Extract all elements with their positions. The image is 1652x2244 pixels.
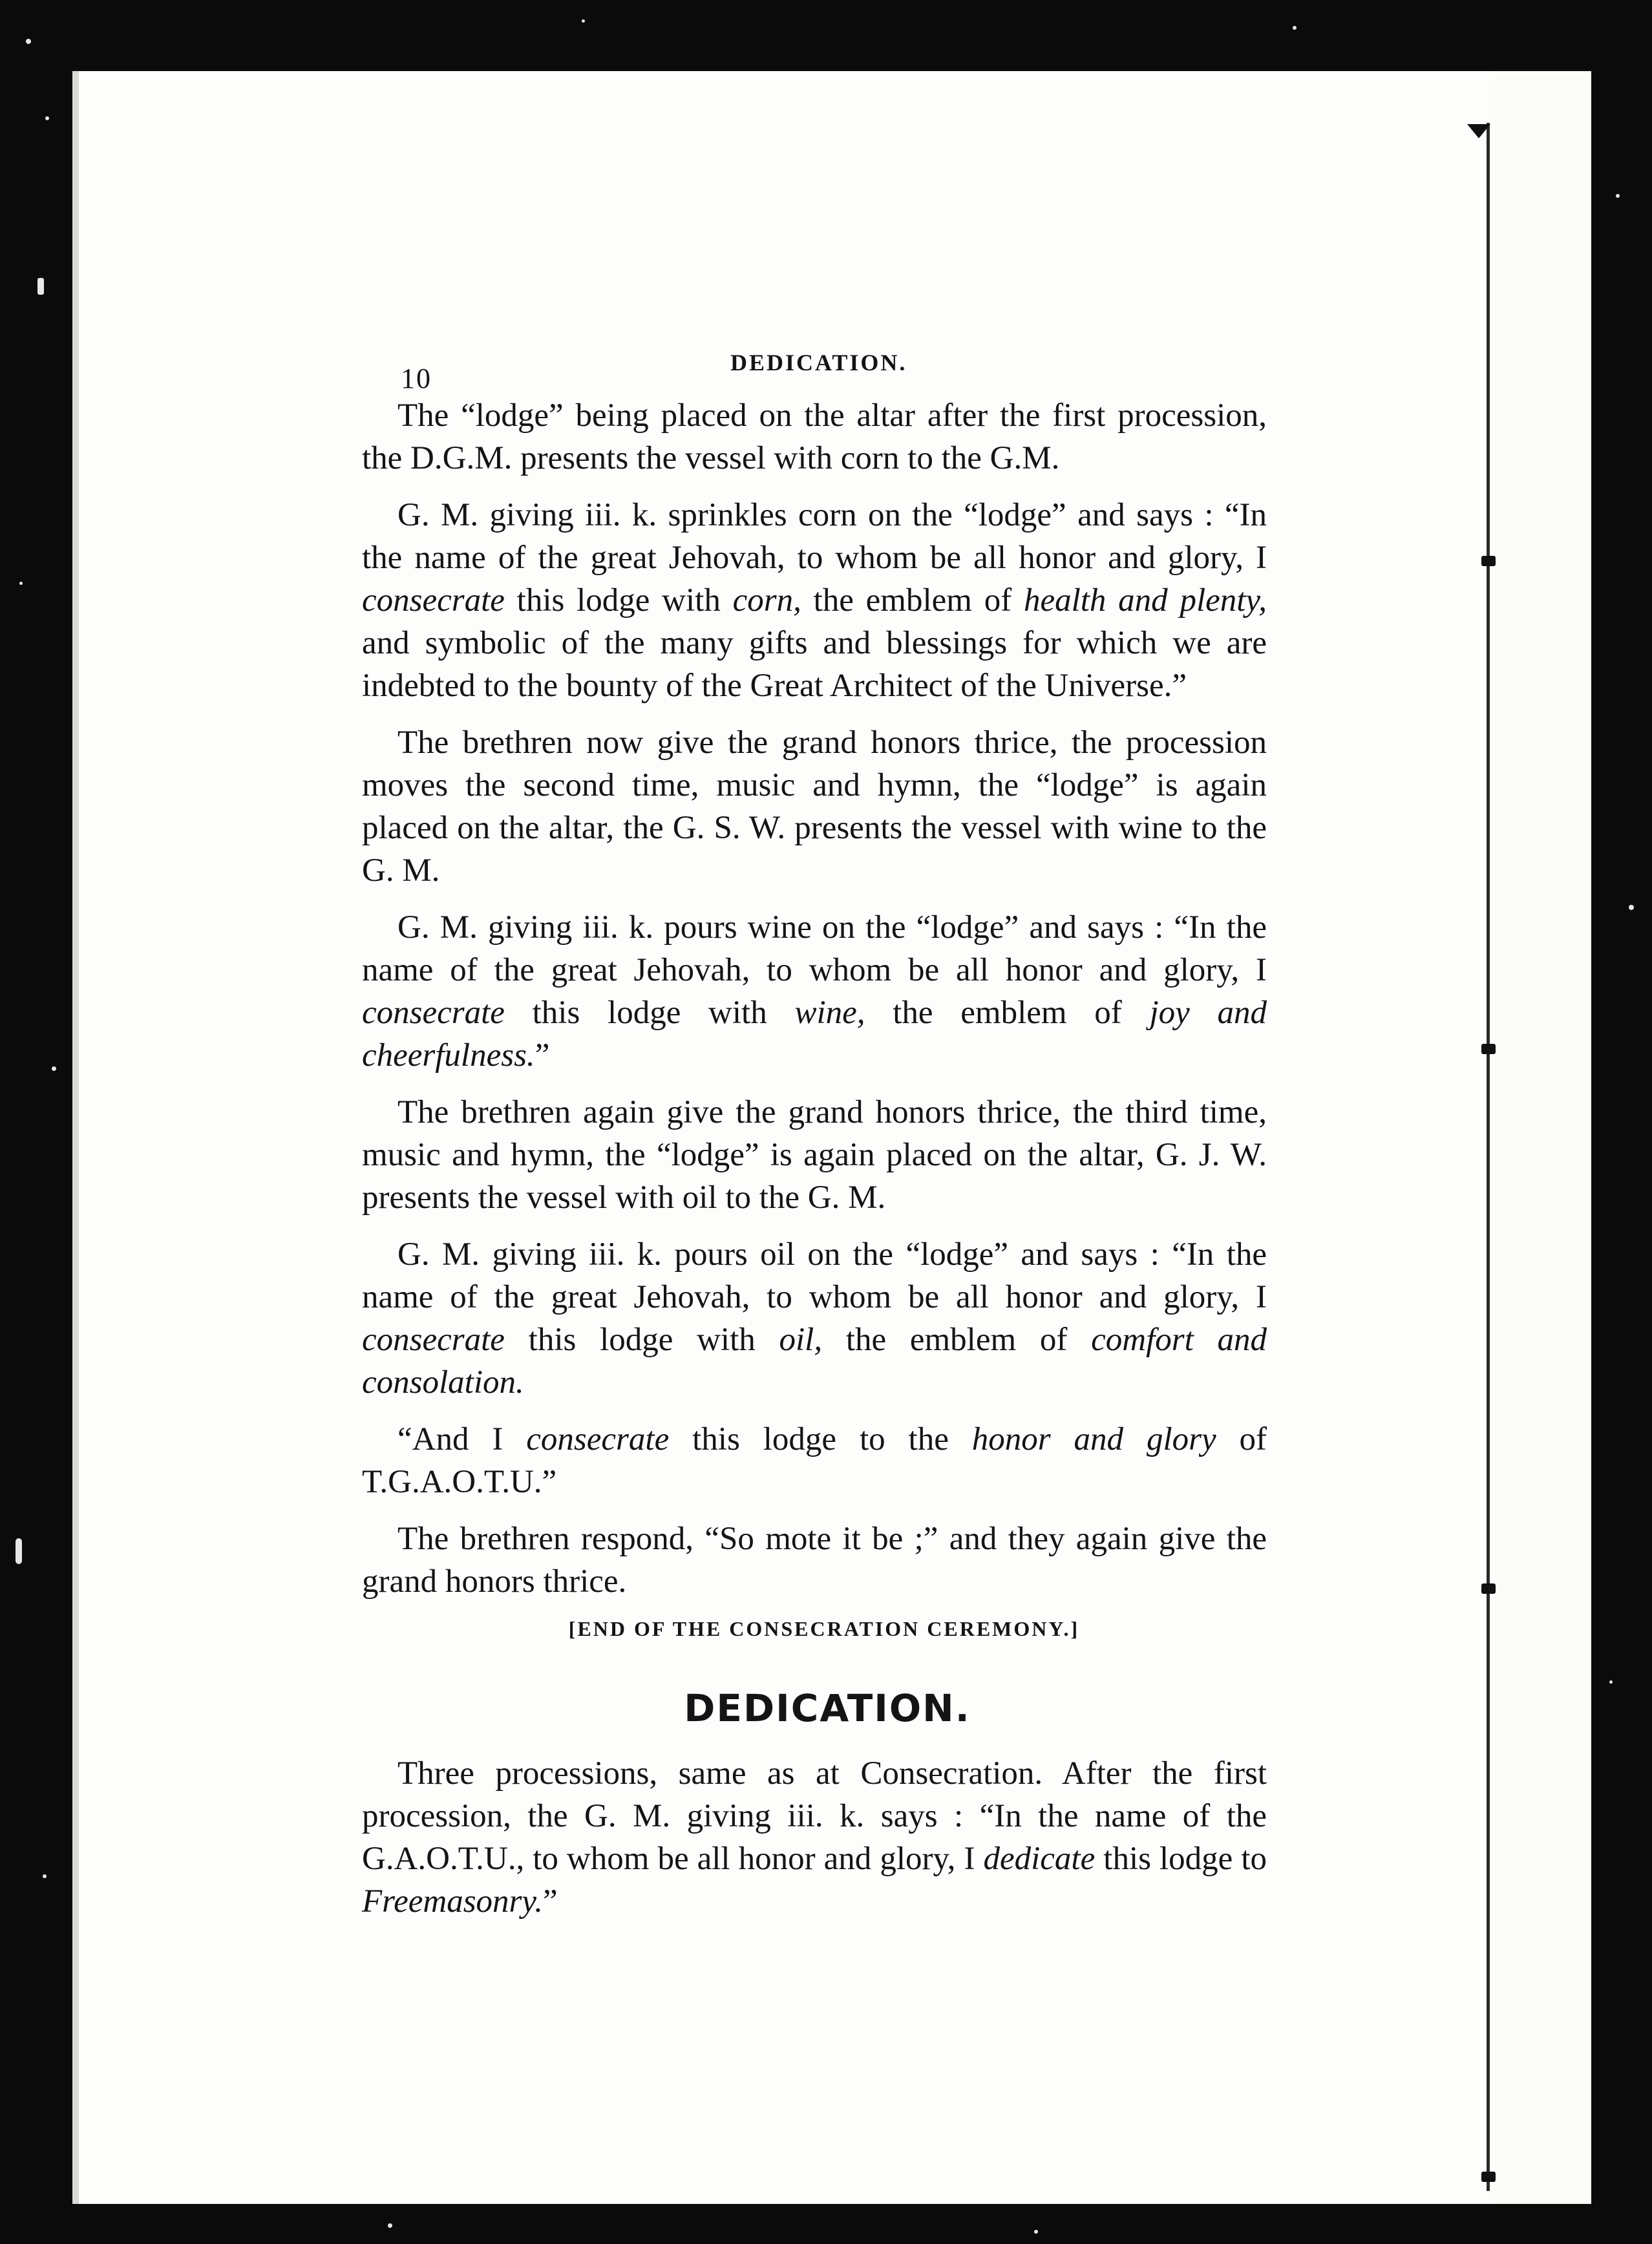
- italic-run: dedicate: [983, 1841, 1096, 1877]
- italic-run: consecrate: [362, 582, 505, 619]
- italic-run: joy and cheerfulness.: [362, 995, 1267, 1074]
- text-run: The brethren respond, “So mote it be ;” and they again give the grand honors thrice.: [362, 1521, 1267, 1600]
- paragraph: [362, 906, 1267, 1077]
- italic-run: honor and glory: [971, 1421, 1216, 1457]
- body-text: [362, 394, 1267, 1603]
- gutter-notch: [1481, 1044, 1496, 1054]
- text-run: The “lodge” being placed on the altar after the first procession, the D.G.M. presents the vessel with corn to the G.M.: [362, 397, 1267, 476]
- gutter-notch: [1481, 2172, 1496, 2182]
- italic-run: corn,: [732, 582, 801, 619]
- text-run: The brethren again give the grand honors thrice, the third time, music and hymn, the “lodge” is again placed on the altar, G. J. W. presents the vessel with oil to the G. M.: [362, 1094, 1267, 1216]
- scan-speck: [19, 582, 23, 585]
- italic-run: wine,: [794, 995, 865, 1031]
- italic-run: oil,: [779, 1322, 823, 1358]
- text-run: and symbolic of the many gifts and blessings for which we are indebted to the bounty of the Great Architect of the Universe.”: [362, 625, 1267, 704]
- section-body-text: [362, 1752, 1267, 1923]
- text-run: ”: [535, 1037, 550, 1074]
- scan-speck: [26, 39, 31, 44]
- paragraph: [362, 1518, 1267, 1603]
- gutter-notch: [1481, 556, 1496, 566]
- italic-run: comfort and consolation.: [362, 1322, 1267, 1401]
- scan-speck: [37, 278, 44, 295]
- paragraph: [362, 721, 1267, 892]
- text-run: Three processions, same as at Consecration. After the first procession, the G. M. giving iii. k. says : “In the name of the G.A.O.T.U., to whom be all honor and glory, I: [362, 1755, 1267, 1877]
- scan-speck: [45, 116, 49, 120]
- italic-run: consecrate: [526, 1421, 670, 1457]
- text-run: this lodge to: [1095, 1841, 1267, 1877]
- end-note: [END OF THE CONSECRATION CEREMONY.]: [568, 1617, 1080, 1640]
- text-run: ”: [542, 1883, 558, 1920]
- scan-speck: [1629, 905, 1634, 910]
- text-run: the emblem of: [801, 582, 1024, 619]
- gutter-marker-icon: [1467, 124, 1490, 138]
- running-title: DEDICATION.: [730, 350, 907, 376]
- italic-run: consecrate: [362, 995, 505, 1031]
- text-run: this lodge with: [504, 582, 733, 619]
- page-text: [362, 336, 1267, 1937]
- gutter-line: [1487, 123, 1490, 2191]
- running-head: [362, 336, 1267, 394]
- text-run: this lodge with: [504, 1322, 779, 1358]
- facing-page-edge: [1494, 71, 1591, 2204]
- scan-speck: [1034, 2230, 1038, 2234]
- text-run: of T.G.A.O.T.U.”: [362, 1421, 1267, 1500]
- scan-speck: [1293, 26, 1297, 30]
- scan-speck: [1609, 1680, 1613, 1684]
- page-number: 10: [401, 363, 432, 394]
- text-run: G. M. giving iii. k. pours wine on the “lodge” and says : “In the name of the great Jehovah, to whom be all honor and glory, I: [362, 909, 1267, 988]
- paragraph: [362, 1233, 1267, 1404]
- section-heading: DEDICATION.: [684, 1686, 971, 1730]
- paragraph: [362, 1091, 1267, 1219]
- paragraph: [362, 1418, 1267, 1503]
- italic-run: health and plenty,: [1023, 582, 1267, 619]
- scan-speck: [388, 2223, 392, 2228]
- text-run: the emblem of: [865, 995, 1150, 1031]
- page-edge: [72, 71, 79, 2204]
- italic-run: consecrate: [362, 1322, 505, 1358]
- text-run: this lodge with: [504, 995, 795, 1031]
- scan-speck: [52, 1066, 56, 1071]
- text-run: this lodge to the: [669, 1421, 972, 1457]
- text-run: the emblem of: [822, 1322, 1092, 1358]
- scan-speck: [582, 19, 585, 23]
- scan-speck: [43, 1874, 47, 1878]
- paragraph: [362, 494, 1267, 707]
- paragraph: [362, 394, 1267, 480]
- italic-run: Freemasonry.: [362, 1883, 543, 1920]
- text-run: “And I: [397, 1421, 527, 1457]
- scan-speck: [16, 1538, 22, 1564]
- text-run: G. M. giving iii. k. sprinkles corn on the “lodge” and says : “In the name of the great Jehovah, to whom be all honor and glory, I: [362, 497, 1267, 576]
- text-run: G. M. giving iii. k. pours oil on the “lodge” and says : “In the name of the great Jehovah, to whom be all honor and glory, I: [362, 1236, 1267, 1315]
- scan-speck: [1616, 194, 1620, 198]
- gutter-notch: [1481, 1583, 1496, 1594]
- paragraph: [362, 1752, 1267, 1923]
- text-run: The brethren now give the grand honors thrice, the procession moves the second time, music and hymn, the “lodge” is again placed on the altar, the G. S. W. presents the vessel with wine to the G. M.: [362, 725, 1267, 889]
